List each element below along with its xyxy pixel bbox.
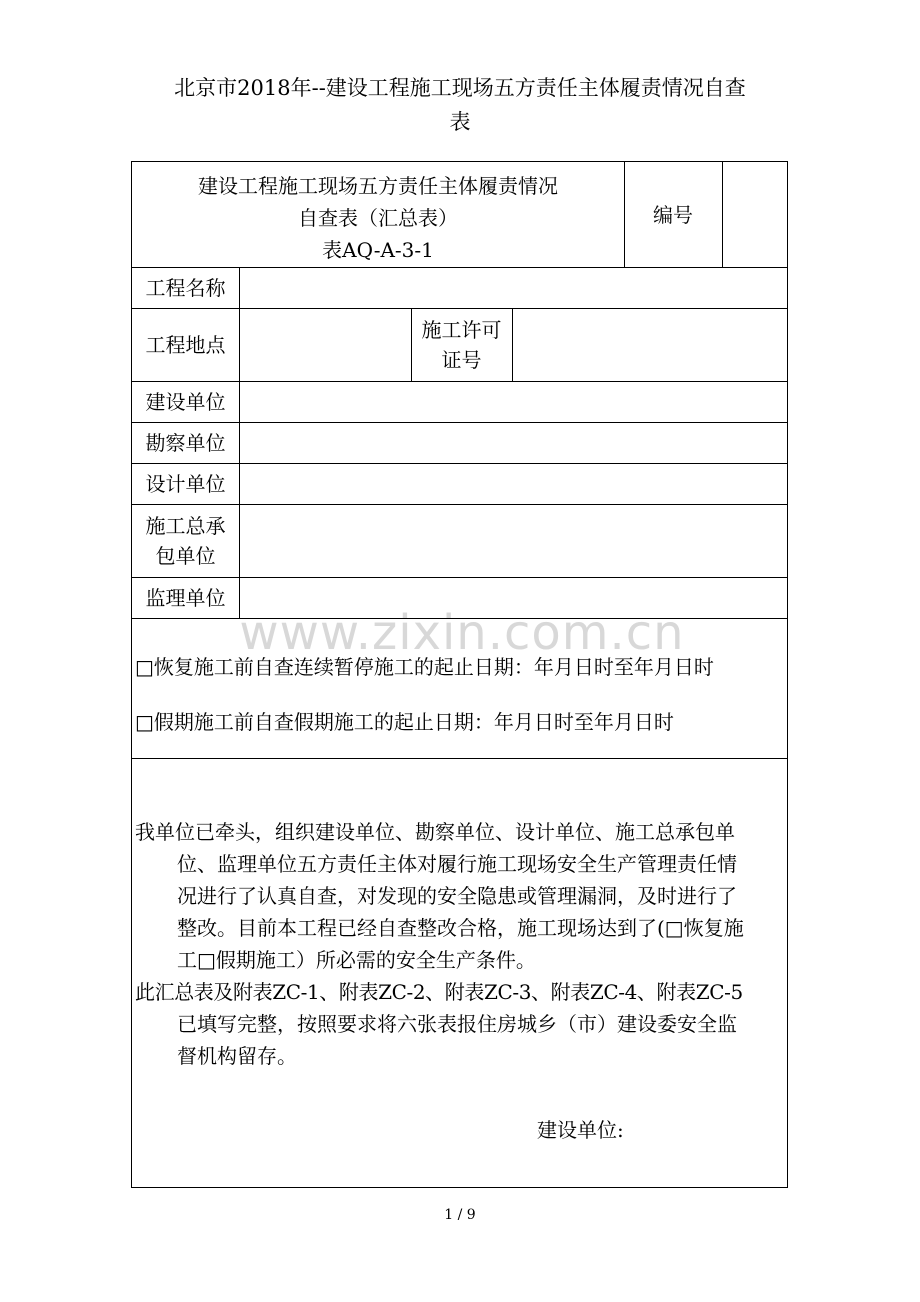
survey-unit-label: 勘察单位	[145, 430, 226, 455]
construction-unit-field[interactable]	[239, 381, 787, 422]
number-label: 编号	[653, 202, 693, 227]
page-number: 1 / 9	[444, 1207, 476, 1223]
project-location-field[interactable]	[239, 308, 411, 381]
document-title-line1: 北京市2018年--建设工程施工现场五方责任主体履责情况自查	[174, 76, 746, 100]
project-name-label: 工程名称	[145, 275, 226, 300]
form-table	[131, 161, 788, 1188]
number-field[interactable]	[722, 162, 787, 267]
resume-construction-option[interactable]: □恢复施工前自查连续暂停施工的起止日期：年月日时至年月日时	[135, 655, 714, 679]
form-header-line1: 建设工程施工现场五方责任主体履责情况	[198, 174, 558, 198]
declaration-p2-line: 此汇总表及附表ZC-1、附表ZC-2、附表ZC-3、附表ZC-4、附表ZC-5	[135, 980, 743, 1004]
signature-label: 建设单位:	[537, 1118, 624, 1142]
holiday-construction-option[interactable]: □假期施工前自查假期施工的起止日期：年月日时至年月日时	[135, 710, 674, 734]
general-contractor-field[interactable]	[239, 504, 787, 577]
supervision-unit-label: 监理单位	[145, 585, 226, 610]
survey-unit-field[interactable]	[239, 422, 787, 463]
permit-number-label	[411, 308, 512, 381]
design-unit-label: 设计单位	[145, 471, 226, 496]
general-contractor-label-line1: 施工总承	[145, 513, 226, 538]
declaration-p2-line: 已填写完整，按照要求将六张表报住房城乡（市）建设委安全监	[177, 1012, 737, 1036]
permit-label-line2: 证号	[441, 347, 482, 372]
permit-label-line1: 施工许可	[421, 317, 502, 342]
general-contractor-label	[132, 504, 239, 577]
project-location-label: 工程地点	[145, 332, 226, 357]
document-title-line2: 表	[449, 110, 471, 134]
row-divider	[132, 758, 787, 759]
form-header-line2: 自查表（汇总表）	[298, 206, 458, 230]
watermark: www.zixin.com.cn	[239, 605, 685, 661]
design-unit-field[interactable]	[239, 463, 787, 504]
form-header-line3: 表AQ-A-3-1	[322, 238, 434, 262]
declaration-p1-line: 工□假期施工）所必需的安全生产条件。	[177, 948, 536, 972]
declaration-p1-line: 位、监理单位五方责任主体对履行施工现场安全生产管理责任情	[177, 852, 737, 876]
declaration-p2-line: 督机构留存。	[177, 1044, 297, 1068]
general-contractor-label-line2: 包单位	[155, 543, 216, 568]
construction-unit-label: 建设单位	[145, 389, 226, 414]
permit-number-field[interactable]	[512, 308, 787, 381]
project-name-field[interactable]	[239, 267, 787, 308]
declaration-p1-line: 况进行了认真自查，对发现的安全隐患或管理漏洞，及时进行了	[177, 884, 737, 908]
declaration-p1-line: 整改。目前本工程已经自查整改合格，施工现场达到了(□恢复施	[177, 916, 744, 940]
declaration-p1-line: 我单位已牵头，组织建设单位、勘察单位、设计单位、施工总承包单	[135, 820, 735, 844]
